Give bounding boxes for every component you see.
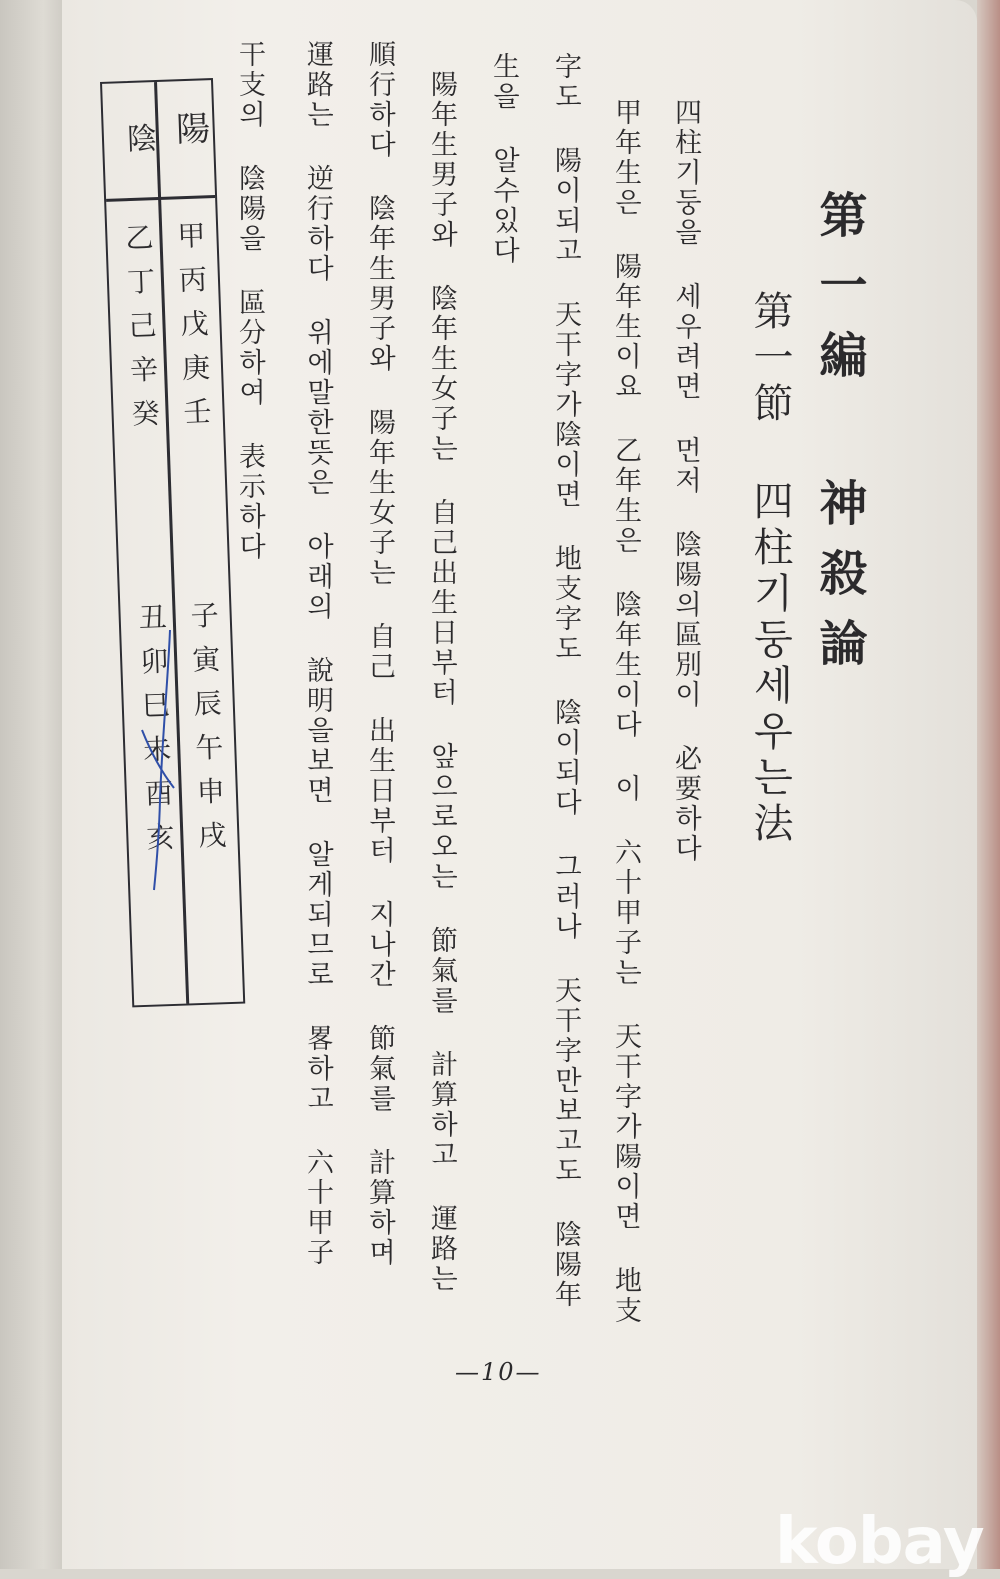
- body-column-8: 干支의 陰陽을 區分하여 表示하다: [234, 40, 265, 562]
- yin-stems: 乙丁己辛癸: [120, 222, 162, 444]
- body-column-4: 生을 알수있다: [488, 52, 519, 266]
- yin-branches: 丑卯巳未酉亥: [134, 601, 177, 867]
- chapter-title: 第一編 神殺論: [811, 190, 867, 688]
- pen-mark: [140, 620, 200, 900]
- section-title: 第一節 四柱기둥세우는法: [747, 290, 793, 848]
- page-number: —10—: [455, 1358, 542, 1386]
- yang-label: 陽: [169, 110, 211, 162]
- body-column-1: 四柱기둥을 세우려면 먼저 陰陽의區別이 必要하다: [670, 98, 701, 864]
- body-column-5: 陽年生男子와 陰年生女子는 自己出生日부터 앞으로오는 節氣를 計算하고 運路는: [426, 70, 457, 1294]
- body-column-6: 順行하다 陰年生男子와 陽年生女子는 自己 出生日부터 지나간 節氣를 計算하며: [364, 40, 395, 1268]
- body-column-7: 運路는 逆行하다 위에말한뜻은 아래의 說明을보면 알게되므로 畧하고 六十甲子: [302, 40, 333, 1268]
- body-column-3: 字도 陽이되고 天干字가陰이면 地支字도 陰이되다 그러나 天干字만보고도 陰陽年: [550, 52, 581, 1310]
- yin-label: 陰: [120, 122, 158, 170]
- book-gutter: [0, 0, 62, 1569]
- watermark-logo: kobay: [775, 1505, 984, 1579]
- body-column-2: 甲年生은 陽年生이요 乙年生은 陰年生이다 이 六十甲子는 天干字가陽이면 地支: [610, 98, 641, 1326]
- yang-stems: 甲丙戊庚壬: [172, 220, 214, 442]
- page-edge: [977, 0, 1000, 1569]
- yang-branches: 子寅辰午申戌: [186, 600, 229, 866]
